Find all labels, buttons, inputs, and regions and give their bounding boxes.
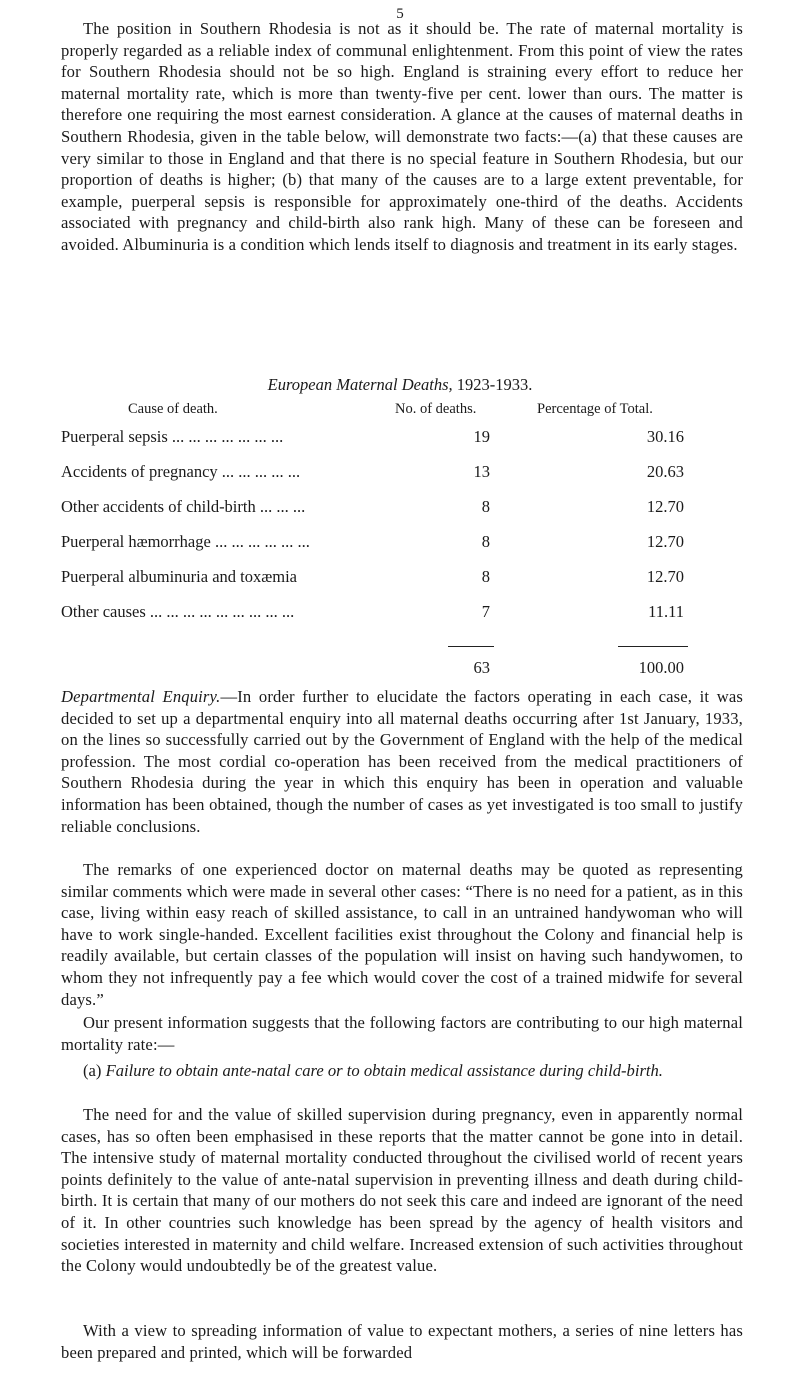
row-deaths: 8 <box>481 532 490 551</box>
row-deaths: 19 <box>473 427 490 446</box>
row-percentage: 12.70 <box>646 532 684 551</box>
row-cause: Other causes ... ... ... ... ... ... ... ... ... <box>61 602 295 621</box>
total-deaths: 63 <box>473 658 490 677</box>
row-deaths: 8 <box>481 567 490 586</box>
departmental-enquiry-heading: Departmental Enquiry. <box>61 687 221 706</box>
factor-a-heading <box>83 1060 743 1082</box>
table-row <box>0 462 800 484</box>
departmental-enquiry-paragraph <box>61 686 743 837</box>
table-title <box>0 375 800 395</box>
antenatal-paragraph: The need for and the value of skilled supervision during pregnancy, even in apparently normal cases, has so often been emphasised in these reports that the matter cannot be gone into in detail. The intensive study of maternal mortality conducted throughout the civilised world of recent years points definitely to the value of ante-natal supervision in preventing illness and death during child-birth. It is certain that many of our mothers do not seek this care and indeed are ignorant of the need of it. In other countries such knowledge has been spread by the agency of health visitors and societies interested in maternity and child welfare. Increased extension of such activities throughout the Colony would undoubtedly be of the greatest value. <box>61 1105 743 1276</box>
row-deaths: 7 <box>481 602 490 621</box>
row-cause: Puerperal albuminuria and toxæmia <box>61 567 297 586</box>
row-percentage: 12.70 <box>646 497 684 516</box>
column-header-percentage: Percentage of Total. <box>537 401 653 417</box>
table-row <box>0 427 800 449</box>
table-row <box>0 602 800 624</box>
intro-paragraph: The position in Southern Rhodesia is not as it should be. The rate of maternal mortality is properly regarded as a reliable index of communal enlightenment. From this point of view the rates for Southern Rhodesia should not be so high. England is straining every effort to reduce her maternal mortality rate, which is more than twenty-five per cent. lower than ours. The matter is therefore one requiring the most earnest consideration. A glance at the causes of maternal deaths in Southern Rhodesia, given in the table below, will demonstrate two facts:—(a) that these causes are very similar to those in England and that there is no special feature in Southern Rhodesia, but our proportion of deaths is higher; (b) that many of the causes are to a large extent preventable, for example, puerperal sepsis is responsible for approximately one-third of the deaths. Accidents associated with pregnancy and child-birth also rank high. Many of these can be foreseen and avoided. Albuminuria is a condition which lends itself to diagnosis and treatment in its early stages. <box>61 19 743 254</box>
factors-intro-paragraph: Our present information suggests that the following factors are contributing to our high maternal mortality rate:— <box>61 1013 743 1054</box>
row-cause: Other accidents of child-birth ... ... ... <box>61 497 306 516</box>
row-deaths: 8 <box>481 497 490 516</box>
table-row <box>0 532 800 554</box>
table-title-italic: European Maternal Deaths, <box>267 375 453 394</box>
total-rule-percentage <box>618 646 688 647</box>
table-row <box>0 497 800 519</box>
departmental-enquiry-text: —In order further to elucidate the factors operating in each case, it was decided to set up a departmental enquiry into all maternal deaths occurring after 1st January, 1933, on the lines so successfully carried out by the Government of England with the help of the medical profession. The most cordial co-operation has been received from the medical practitioners of Southern Rhodesia during the year in which this enquiry has been in operation and valuable information has been obtained, though the number of cases as yet investigated is too small to justify reliable conclusions. <box>61 687 743 836</box>
page-number: 5 <box>396 6 404 22</box>
letters-paragraph: With a view to spreading information of value to expectant mothers, a series of nine letters has been prepared and printed, which will be forwarded <box>61 1321 743 1362</box>
total-rule-deaths <box>448 646 494 647</box>
factor-a-title: Failure to obtain ante-natal care or to obtain medical assistance during child-birth. <box>105 1061 663 1080</box>
column-header-number: No. of deaths. <box>395 401 477 417</box>
row-percentage: 12.70 <box>646 567 684 586</box>
row-cause: Puerperal hæmorrhage ... ... ... ... ... ... <box>61 532 310 551</box>
row-percentage: 30.16 <box>646 427 684 446</box>
table-row <box>0 567 800 589</box>
factor-a-label: (a) <box>83 1061 102 1080</box>
row-percentage: 11.11 <box>648 602 684 621</box>
doctor-remarks-paragraph: The remarks of one experienced doctor on maternal deaths may be quoted as representing similar comments which were made in several other cases: “There is no need for a patient, as in this case, living within easy reach of skilled assistance, to call in an untrained handywoman who will have to work single-handed. Excellent facilities exist throughout the Colony and financial help is readily available, but certain classes of the population will insist on having such handywomen, to whom they not infrequently pay a fee which would cover the cost of a trained midwife for several days.” <box>61 860 743 1009</box>
table-title-years: 1923-1933. <box>456 375 533 394</box>
total-percentage: 100.00 <box>638 658 684 677</box>
row-cause: Accidents of pregnancy ... ... ... ... ... <box>61 462 301 481</box>
row-deaths: 13 <box>473 462 490 481</box>
column-header-cause: Cause of death. <box>128 401 218 417</box>
row-cause: Puerperal sepsis ... ... ... ... ... ... ... <box>61 427 284 446</box>
row-percentage: 20.63 <box>646 462 684 481</box>
